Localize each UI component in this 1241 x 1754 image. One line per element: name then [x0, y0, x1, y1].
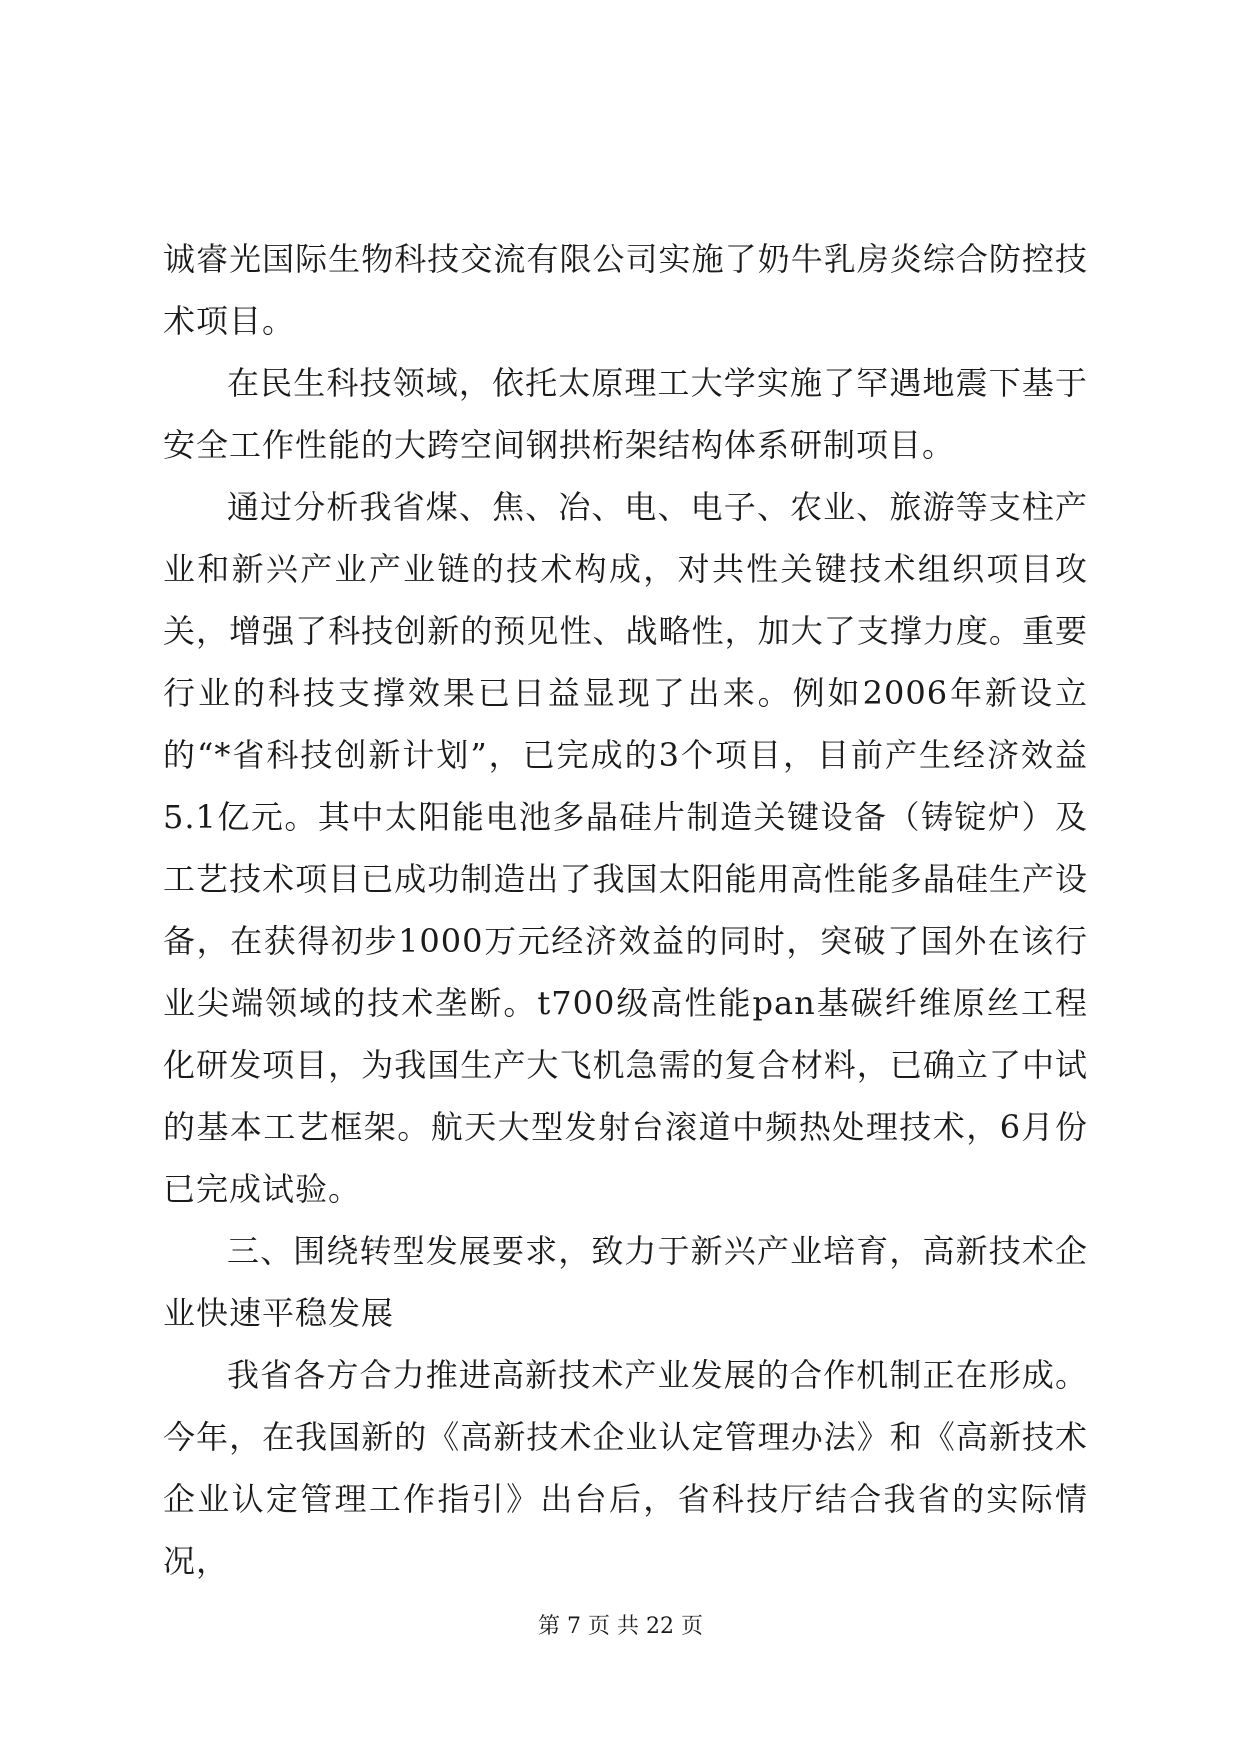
- document-body: [163, 228, 1088, 1592]
- page-number-footer: 第 7 页 共 22 页: [538, 1614, 703, 1639]
- paragraph-2: 在民生科技领域，依托太原理工大学实施了罕遇地震下基于安全工作性能的大跨空间钢拱桁架结构体系研制项目。: [163, 364, 1088, 464]
- paragraph-5: 我省各方合力推进高新技术产业发展的合作机制正在形成。今年，在我国新的《高新技术企业认定管理办法》和《高新技术企业认定管理工作指引》出台后，省科技厅结合我省的实际情况，: [163, 1356, 1088, 1580]
- paragraph-1: 诚睿光国际生物科技交流有限公司实施了奶牛乳房炎综合防控技术项目。: [163, 240, 1088, 340]
- section-heading-3: 三、围绕转型发展要求，致力于新兴产业培育，高新技术企业快速平稳发展: [163, 1232, 1088, 1332]
- paragraph-3: 通过分析我省煤、焦、冶、电、电子、农业、旅游等支柱产业和新兴产业产业链的技术构成，对共性关键技术组织项目攻关，增强了科技创新的预见性、战略性，加大了支撑力度。重要行业的科技支撑效果已日益显现了出来。例如2006年新设立的“*省科技创新计划”，已完成的3个项目，目前产生经济效益5.1亿元。其中太阳能电池多晶硅片制造关键设备（铸锭炉）及工艺技术项目已成功制造出了我国太阳能用高性能多晶硅生产设备，在获得初步1000万元经济效益的同时，突破了国外在该行业尖端领域的技术垄断。t700级高性能pan基碳纤维原丝工程化研发项目，为我国生产大飞机急需的复合材料，已确立了中试的基本工艺框架。航天大型发射台滚道中频热处理技术，6月份已完成试验。: [163, 488, 1088, 1208]
